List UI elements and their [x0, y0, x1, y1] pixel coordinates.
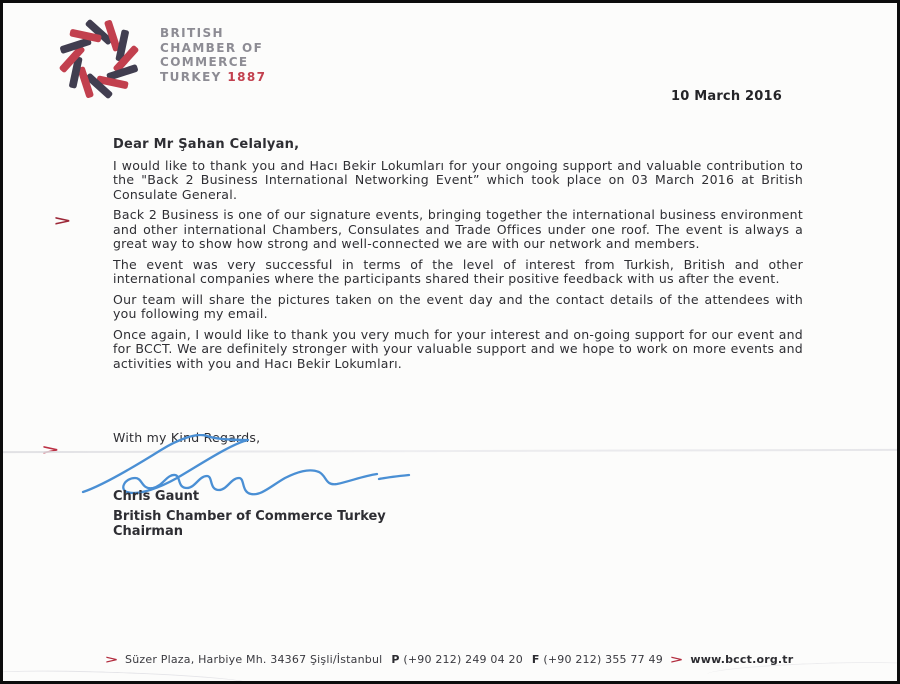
- logo-line-chamber: CHAMBER OF: [160, 40, 264, 55]
- footer-contact-line: [3, 653, 897, 666]
- letter-body: [113, 138, 803, 377]
- footer-website: www.bcct.org.tr: [690, 653, 794, 666]
- footer-chevron-icon: >: [669, 653, 684, 666]
- footer-fax: [532, 653, 663, 666]
- logo-country: TURKEY: [160, 69, 222, 84]
- logo-line-turkey-year: [160, 70, 266, 85]
- footer-phone: [391, 653, 523, 666]
- letter-paragraph: Back 2 Business is one of our signature events, bringing together the international business environment and other international Chambers, Consulates and Trade Offices under one roof. The event is always a great way to show how strong and well-connected we are with our network and members.: [113, 207, 803, 251]
- fax-label: F: [531, 653, 540, 666]
- bcct-logo-wordmark: [160, 26, 266, 84]
- footer-address: Süzer Plaza, Harbiye Mh. 34367 Şişli/İstanbul: [125, 653, 383, 666]
- bcct-logo-icon: [47, 9, 151, 109]
- logo-year: 1887: [227, 69, 267, 84]
- signer-title: Chairman: [113, 523, 184, 539]
- signer-organization: British Chamber of Commerce Turkey: [113, 509, 386, 524]
- letter-date: 10 March 2016: [671, 89, 783, 104]
- letter-paragraph: Once again, I would like to thank you very much for your interest and on-going support for our event and for BCCT. We are definitely stronger with your valuable support and we hope to work on more events and activities with you and Hacı Bekir Lokumları.: [113, 326, 803, 371]
- letter-paragraph: The event was very successful in terms of the level of interest from Turkish, British and other international companies where the participants shared their positive feedback with us after the event.: [113, 256, 803, 286]
- signer-block: [113, 510, 386, 539]
- phone-number: (+90 212) 249 04 20: [403, 653, 523, 666]
- phone-label: P: [391, 653, 400, 666]
- margin-chevron-icon: >: [53, 214, 72, 229]
- fax-number: (+90 212) 355 77 49: [543, 653, 663, 666]
- logo-line-commerce: COMMERCE: [160, 55, 249, 69]
- salutation: Dear Mr Şahan Celalyan,: [113, 137, 300, 152]
- footer-chevron-icon: >: [104, 653, 119, 666]
- logo-line-british: BRITISH: [160, 26, 224, 40]
- letter-paragraph: Our team will share the pictures taken on the event day and the contact details of the attendees with you following my email.: [113, 291, 803, 321]
- letter-paragraph: I would like to thank you and Hacı Bekir Lokumları for your ongoing support and valuable contribution to the "Back 2 Business International Networking Event” which took place on 03 March 2016 at British Consulate General.: [113, 157, 803, 202]
- scan-wrinkle: [0, 667, 253, 684]
- closing-line: With my Kind Regards,: [113, 430, 261, 445]
- signer-name: Chris Gaunt: [113, 489, 200, 504]
